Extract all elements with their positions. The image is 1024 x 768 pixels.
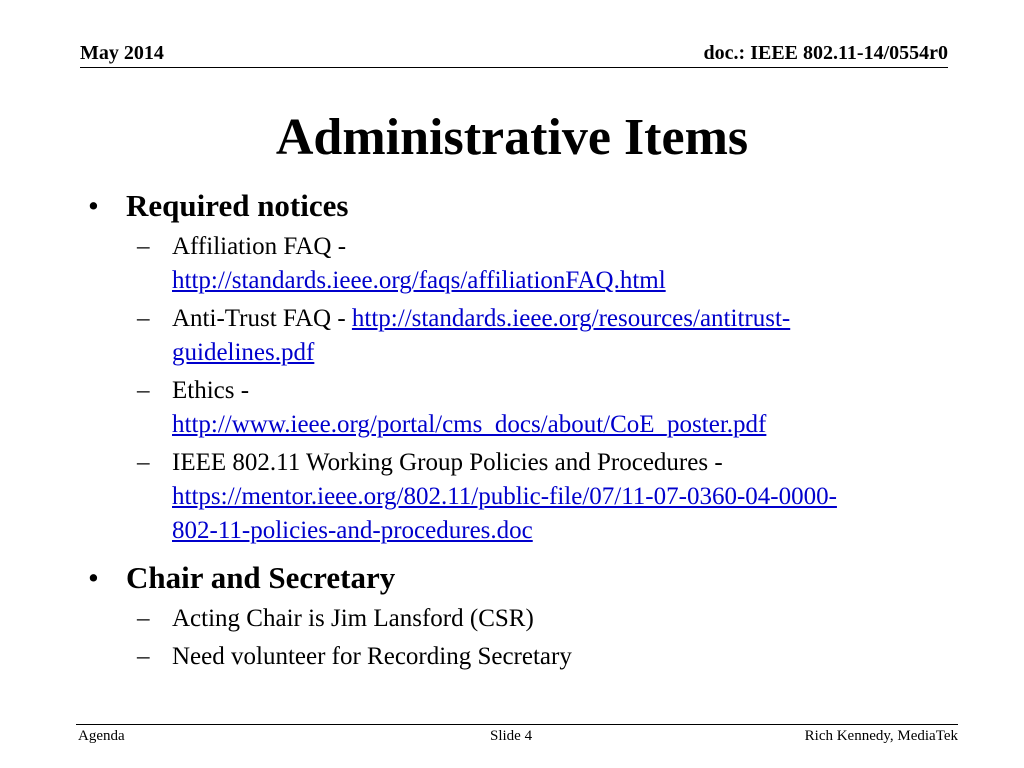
header-rule — [80, 67, 948, 68]
list-item-policies-procedures — [80, 446, 960, 548]
section-required-notices — [80, 186, 960, 226]
link-text-part-1: http://standards.ieee.org/resources/antitrust- — [351, 305, 791, 332]
item-label: IEEE 802.11 Working Group Policies and Procedures - — [172, 449, 723, 476]
item-label: Anti-Trust FAQ - — [172, 305, 352, 332]
dash: – — [137, 605, 150, 632]
list-item-recording-secretary — [80, 640, 960, 674]
dash: – — [137, 233, 150, 260]
header-doc-id: doc.: IEEE 802.11-14/0554r0 — [703, 42, 948, 64]
dash: – — [137, 377, 150, 404]
footer-agenda: Agenda — [78, 728, 125, 744]
policies-procedures-link[interactable] — [172, 483, 837, 544]
link-text-part-2: guidelines.pdf — [172, 339, 315, 366]
item-label: Acting Chair is Jim Lansford (CSR) — [172, 605, 534, 632]
slide-body — [80, 186, 960, 674]
bullet: • — [88, 560, 99, 595]
header-date: May 2014 — [80, 42, 164, 64]
dash: – — [137, 305, 150, 332]
section-heading: Chair and Secretary — [126, 560, 396, 595]
bullet: • — [88, 188, 99, 223]
section-chair-secretary — [80, 558, 960, 598]
link-text-part-2: 802-11-policies-and-procedures.doc — [172, 517, 533, 544]
item-label: Ethics - — [172, 377, 250, 404]
list-item-anti-trust-faq — [80, 302, 960, 370]
link-text-part-1: https://mentor.ieee.org/802.11/public-file/07/11-07-0360-04-0000- — [172, 483, 837, 510]
ethics-link[interactable]: http://www.ieee.org/portal/cms_docs/about/CoE_poster.pdf — [172, 411, 767, 438]
item-label: Affiliation FAQ - — [172, 233, 347, 260]
affiliation-faq-link[interactable]: http://standards.ieee.org/faqs/affiliationFAQ.html — [172, 267, 666, 294]
dash: – — [137, 643, 150, 670]
list-item-ethics — [80, 374, 960, 442]
item-label: Need volunteer for Recording Secretary — [172, 643, 572, 670]
slide-title: Administrative Items — [275, 109, 749, 166]
list-item-acting-chair — [80, 602, 960, 636]
footer-slide-number: Slide 4 — [490, 728, 533, 744]
list-item-affiliation-faq — [80, 230, 960, 298]
dash: – — [137, 449, 150, 476]
footer-rule — [76, 724, 958, 725]
section-heading: Required notices — [126, 188, 349, 223]
footer-author: Rich Kennedy, MediaTek — [804, 728, 958, 744]
